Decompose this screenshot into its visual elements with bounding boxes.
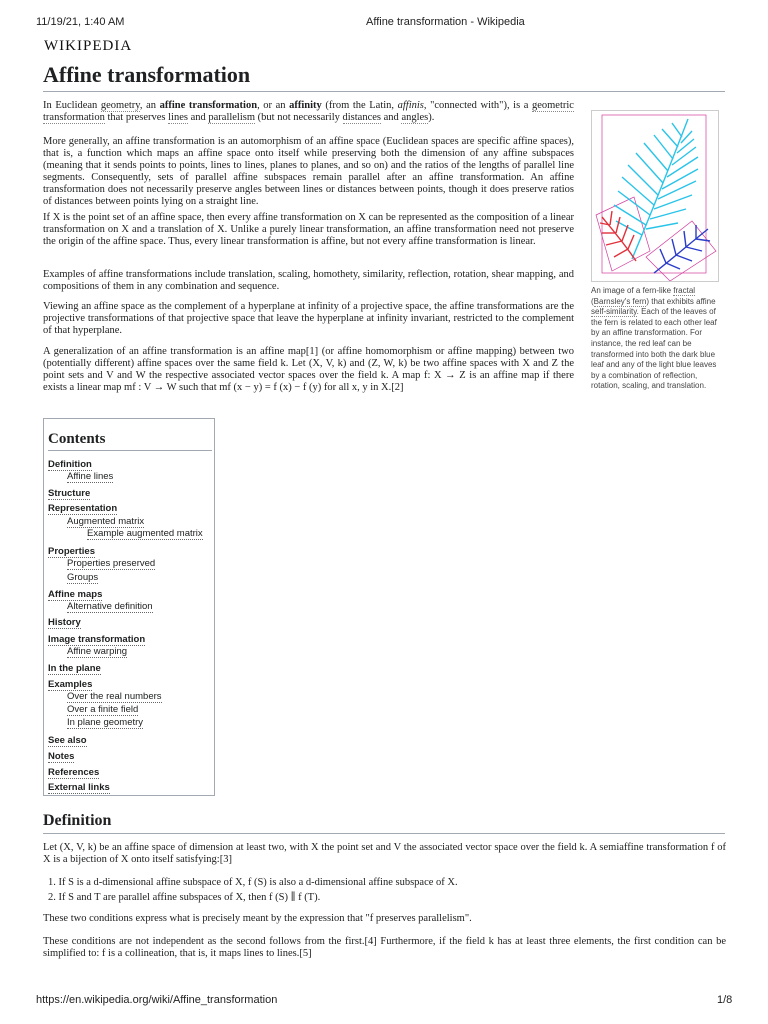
toc-item[interactable]: In the plane [48,663,101,674]
toc-item[interactable]: Affine warping [67,646,128,657]
link-geometric-transformation[interactable]: geometric transformation [43,100,574,123]
toc-item[interactable]: History [48,617,81,628]
parallelism-paragraph: These two conditions express what is precisely meant by the expression that "f preserves parallelism". [43,913,472,924]
figure-caption: An image of a fern-like fractal (Barnsley's fern) that exhibits affine self-similarity. Each of the leaves of the fern is related to each other leaf by an affine transformation. For instance, the red leaf can be transformed into both the dark blue leaf and any of the light blue leaves by a combination of reflection, rotation, scaling, and translation. [591,286,717,391]
toc-item[interactable]: Over the real numbers [67,691,162,702]
generalization-paragraph: A generalization of an affine transformation is an affine map[1] (or affine homomorphism or affine mapping) between two (potentially different) affine spaces over the same field k. Let (X, V, k) and (Z, W, k) be two affine spaces with X and Z the point sets and V and W the respective associated vector spaces over the field k. A map f: X → Z is an affine map if there exists a linear map mf : V → W such that mf (x − y) = f (x) − f (y) for all x, y in X.[2] [43,346,574,393]
general-paragraph: More generally, an affine transformation is an automorphism of an affine space (Euclidean spaces are specific affine spaces), that is, a function which maps an affine space onto itself while preserving both the dimension of any affine subspaces (meaning that it sends points to points, lines to lines, planes to planes, and so on) and the ratios of the lengths of parallel line segments. Consequently, sets of parallel affine subspaces remain parallel after an affine transformation. An affine transformation does not necessarily preserve angles between lines or distances between points, though it does preserve ratios of distances between points lying on a straight line. [43,136,574,207]
toc-item[interactable]: Properties [48,546,95,557]
examples-paragraph: Examples of affine transformations include translation, scaling, homothety, similarity, reflection, rotation, shear mapping, and compositions of them in any combination and sequence. [43,269,574,292]
viewing-paragraph: Viewing an affine space as the complement of a hyperplane at infinity of a projective space, the affine transformations are the projective transformations of that projective space that leave the hyperplane at infinity invariant, restricted to the complement of that hyperplane. [43,301,574,336]
link-lines[interactable]: lines [168,112,188,123]
link-distances[interactable]: distances [342,112,382,123]
print-page-number: 1/8 [717,994,733,1006]
fern-image[interactable] [591,110,719,282]
toc-item[interactable]: Augmented matrix [67,516,145,527]
link-parallelism[interactable]: parallelism [208,112,256,123]
toc-item[interactable]: Examples [48,679,93,690]
toc-item[interactable]: Example augmented matrix [87,528,203,539]
link-geometry[interactable]: geometry [100,100,140,111]
toc-item[interactable]: Image transformation [48,634,146,645]
toc-item[interactable]: See also [48,735,87,746]
fern-figure [591,110,719,392]
print-page-title: Affine transformation - Wikipedia [366,16,525,28]
link-fractal[interactable]: fractal [673,286,696,295]
toc-item[interactable]: Affine maps [48,589,103,600]
toc-item[interactable]: References [48,767,100,778]
toc-item[interactable]: Notes [48,751,75,762]
toc-item[interactable]: Properties preserved [67,558,156,569]
link-self-similarity[interactable]: self-similarity [591,307,637,317]
conditions-paragraph: These conditions are not independent as the second follows from the first.[4] Furthermore, if the field k has at least three elements, the first condition can be simplified to: f is a collineation, that is, it maps lines to lines.[5] [43,936,726,959]
toc-item[interactable]: Groups [67,572,99,583]
definition-paragraph: Let (X, V, k) be an affine space of dimension at least two, with X the point set and V the associated vector space over the field k. A semiaffine transformation f of X is a bijection of X onto itself satisfying:[3] [43,842,726,865]
point-set-paragraph: If X is the point set of an affine space, then every affine transformation on X can be represented as the composition of a linear transformation on X and a translation of X. Unlike a purely linear transformation, an affine transformation need not preserve the origin of the affine space. Thus, every linear transformation is affine, but not every affine transformation is linear. [43,212,574,247]
toc-item[interactable]: Over a finite field [67,704,139,715]
condition-item-1: 1. If S is a d-dimensional affine subspace of X, f (S) is also a d-dimensional affine subspace of X. [48,877,458,888]
toc-item[interactable]: Affine lines [67,471,114,482]
condition-item-2: 2. If S and T are parallel affine subspaces of X, then f (S) ∥ f (T). [48,892,321,903]
link-angles[interactable]: angles [401,112,429,123]
print-datetime: 11/19/21, 1:40 AM [36,16,125,28]
toc-item[interactable]: Structure [48,488,91,499]
link-barnsleys-fern[interactable]: Barnsley's fern [593,296,647,306]
wikipedia-wordmark[interactable]: WIKIPEDIA [44,38,133,54]
toc-item[interactable]: In plane geometry [67,717,144,728]
toc-item[interactable]: External links [48,782,110,793]
page-title: Affine transformation [43,62,725,92]
toc-title: Contents [48,431,212,451]
intro-paragraph: In Euclidean geometry, an affine transformation, or an affinity (from the Latin, affinis, "connected with"), is a geometric transformation that preserves lines and parallelism (but not necessarily distances and angles). [43,100,574,123]
table-of-contents [43,418,215,796]
print-url: https://en.wikipedia.org/wiki/Affine_transformation [36,994,278,1006]
toc-item[interactable]: Alternative definition [67,601,153,612]
toc-item[interactable]: Representation [48,503,118,514]
toc-item[interactable]: Definition [48,459,92,470]
definition-heading: Definition [43,812,725,834]
